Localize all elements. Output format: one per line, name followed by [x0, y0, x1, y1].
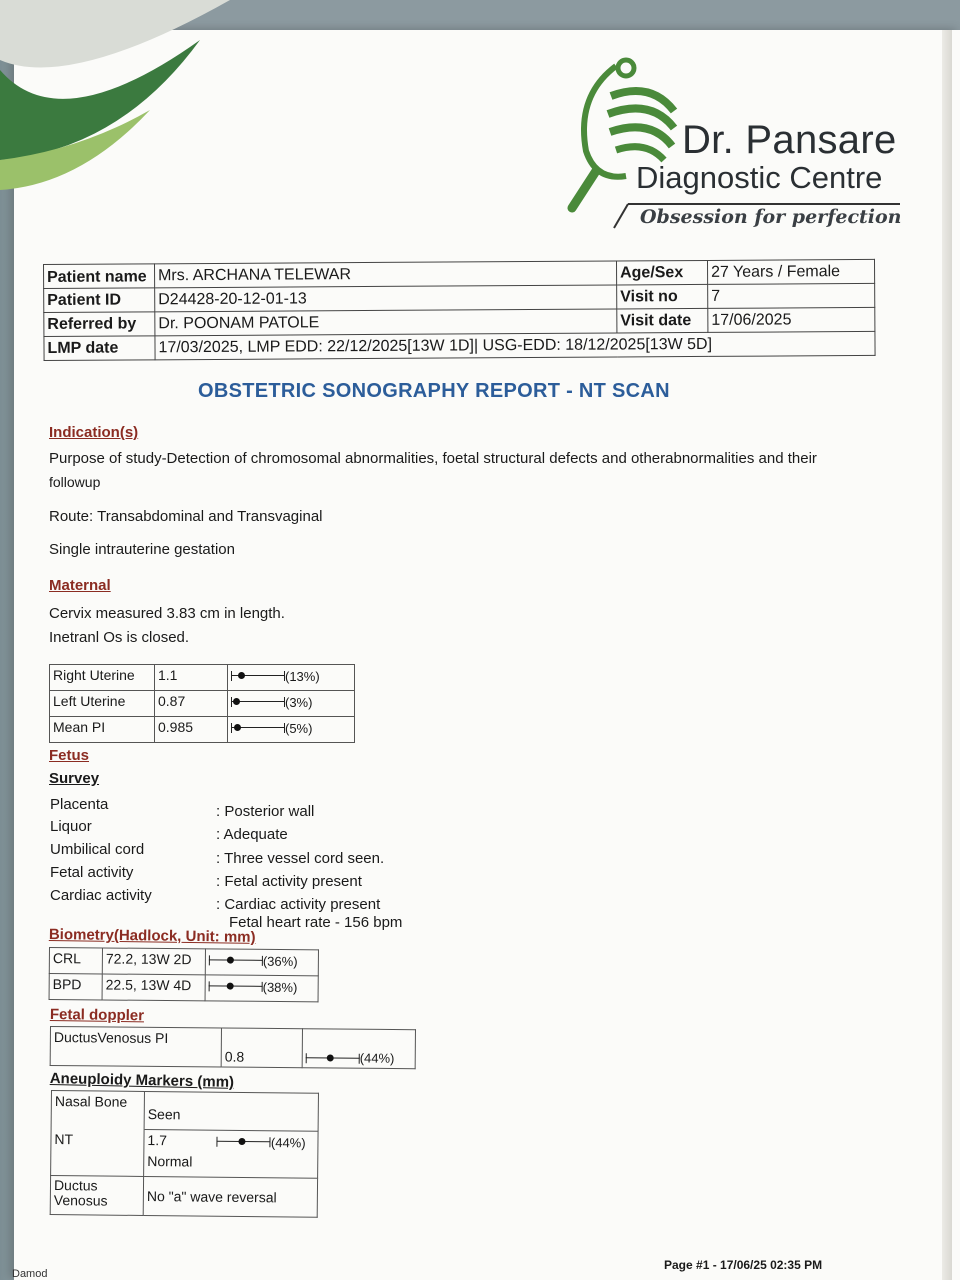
percentile-cell	[228, 691, 355, 717]
nt-label: NT	[51, 1129, 144, 1176]
percentile-bar	[231, 723, 285, 733]
patient-id: D24428-20-12-01-13	[155, 285, 617, 312]
percentile-text: (36%)	[262, 953, 298, 969]
purpose-text-line2: followup	[49, 474, 101, 490]
nasal-bone-label: Nasal Bone	[51, 1091, 144, 1130]
route-text: Route: Transabdominal and Transvaginal	[49, 508, 323, 525]
table-row	[51, 1129, 318, 1178]
patient-id-label: Patient ID	[44, 288, 155, 313]
row-value: 1.1	[155, 665, 228, 691]
survey-heading: Survey	[49, 770, 100, 787]
table-row	[50, 1027, 415, 1069]
dv-label-line2: Venosus	[53, 1191, 108, 1209]
percentile-text: (13%)	[285, 668, 320, 684]
visit-no: 7	[708, 283, 875, 308]
percentile-bar	[217, 1137, 271, 1148]
survey-value-cardiac: : Cardiac activity present	[216, 896, 381, 913]
maternal-heading: Maternal	[49, 577, 111, 594]
row-label: BPD	[49, 974, 102, 1000]
survey-value: Fetal activity present	[224, 873, 362, 890]
dv-label-line1: Ductus	[53, 1176, 98, 1193]
table-row	[50, 717, 355, 743]
table-row	[51, 1091, 318, 1132]
survey-value-fetal-activity: : Fetal activity present	[216, 873, 362, 890]
row-value: 0.87	[155, 691, 228, 717]
indication-heading: Indication(s)	[49, 424, 139, 441]
percentile-text: (3%)	[285, 694, 313, 710]
logo-subtitle: Diagnostic Centre	[636, 160, 883, 195]
survey-row-umbilical	[50, 841, 144, 858]
fetus-heading: Fetus	[49, 747, 90, 764]
nt-status: Normal	[147, 1152, 193, 1170]
patient-info-table	[43, 259, 876, 361]
nasal-bone-value: Seen	[144, 1091, 318, 1131]
table-row	[50, 691, 355, 717]
patient-name: Mrs. ARCHANA TELEWAR	[155, 261, 617, 288]
visit-date: 17/06/2025	[708, 307, 875, 332]
cervix-text: Cervix measured 3.83 cm in length.	[49, 605, 285, 622]
row-label: Left Uterine	[50, 691, 155, 717]
sheet-edge	[942, 30, 952, 1280]
referred-by-label: Referred by	[44, 312, 155, 337]
row-value: 22.5, 13W 4D	[102, 974, 205, 1001]
percentile-cell	[302, 1029, 415, 1069]
survey-label: Cardiac activity	[50, 887, 152, 904]
age-sex-label: Age/Sex	[616, 260, 707, 285]
row-value: 0.8	[221, 1028, 302, 1068]
visit-no-label: Visit no	[617, 284, 708, 309]
page-footer: Page #1 - 17/06/25 02:35 PM	[664, 1258, 823, 1272]
survey-value-placenta: : Posterior wall	[216, 803, 315, 820]
survey-value-umbilical: : Three vessel cord seen.	[216, 850, 385, 867]
aneuploidy-table	[50, 1090, 319, 1217]
logo-tagline: Obsession for perfection	[640, 206, 902, 228]
table-row	[50, 665, 355, 691]
fetal-doppler-table	[50, 1026, 416, 1069]
percentile-text: (44%)	[270, 1135, 306, 1151]
logo-name: Dr. Pansare	[682, 118, 897, 162]
age-sex: 27 Years / Female	[707, 259, 874, 284]
percentile-text: (38%)	[262, 979, 298, 995]
survey-row-cardiac	[50, 887, 152, 904]
percentile-bar	[209, 982, 263, 992]
patient-name-label: Patient name	[44, 264, 155, 289]
nt-cell	[144, 1129, 318, 1177]
row-label: DuctusVenosus PI	[50, 1027, 221, 1067]
table-row	[49, 948, 318, 976]
referred-by: Dr. POONAM PATOLE	[155, 309, 617, 336]
lmp-date-label: LMP date	[44, 336, 155, 361]
biometry-heading: Biometry(Hadlock, Unit: mm)	[48, 926, 256, 946]
survey-label: Placenta	[50, 796, 109, 813]
percentile-cell	[228, 665, 355, 691]
heart-rate: Fetal heart rate - 156 bpm	[229, 914, 403, 931]
percentile-bar	[231, 671, 285, 681]
percentile-bar	[209, 956, 263, 966]
biometry-table	[49, 947, 319, 1002]
ductus-venosus-value: No "a" wave reversal	[143, 1176, 317, 1217]
ductus-venosus-label	[50, 1175, 143, 1215]
visit-date-label: Visit date	[617, 308, 708, 333]
table-row	[44, 331, 875, 360]
row-label: Right Uterine	[50, 665, 155, 691]
survey-row-placenta	[50, 796, 108, 813]
percentile-cell	[205, 949, 318, 976]
survey-value: Posterior wall	[224, 803, 315, 820]
survey-value: Adequate	[223, 826, 288, 843]
table-row	[50, 1175, 317, 1217]
aneuploidy-heading: Aneuploidy Markers (mm)	[49, 1070, 235, 1091]
purpose-text-line1: Purpose of study-Detection of chromosomal abnormalities, foetal structural defects and otherabnormalities and their	[49, 450, 817, 467]
survey-label: Umbilical cord	[50, 841, 145, 858]
row-value: 0.985	[155, 717, 228, 743]
uterine-doppler-table	[49, 664, 355, 743]
table-row	[49, 974, 318, 1002]
survey-value: Three vessel cord seen.	[224, 850, 385, 867]
row-label: CRL	[49, 948, 102, 974]
survey-value-liquor: : Adequate	[216, 826, 288, 843]
lmp-date: 17/03/2025, LMP EDD: 22/12/2025[13W 1D]| USG-EDD: 18/12/2025[13W 5D]	[155, 331, 875, 359]
survey-value: Cardiac activity present	[224, 896, 381, 913]
gestation-text: Single intrauterine gestation	[49, 541, 235, 558]
green-swoosh-decoration	[0, 0, 230, 200]
survey-label: Liquor	[50, 818, 92, 835]
percentile-text: (44%)	[359, 1050, 395, 1067]
nt-value: 1.7	[147, 1132, 168, 1149]
row-label: Mean PI	[50, 717, 155, 743]
footer-left-text: Damod	[12, 1268, 48, 1280]
percentile-cell	[205, 975, 318, 1002]
percentile-cell	[228, 717, 355, 743]
survey-label: Fetal activity	[50, 864, 134, 881]
percentile-bar	[231, 697, 285, 707]
report-title: OBSTETRIC SONOGRAPHY REPORT - NT SCAN	[198, 380, 670, 402]
survey-row-liquor	[50, 818, 92, 835]
survey-row-fetal-activity	[50, 864, 133, 881]
os-text: Inetranl Os is closed.	[49, 629, 190, 646]
percentile-text: (5%)	[285, 720, 313, 736]
row-value: 72.2, 13W 2D	[102, 948, 205, 975]
percentile-bar	[306, 1053, 360, 1063]
fetal-doppler-heading: Fetal doppler	[49, 1006, 145, 1025]
